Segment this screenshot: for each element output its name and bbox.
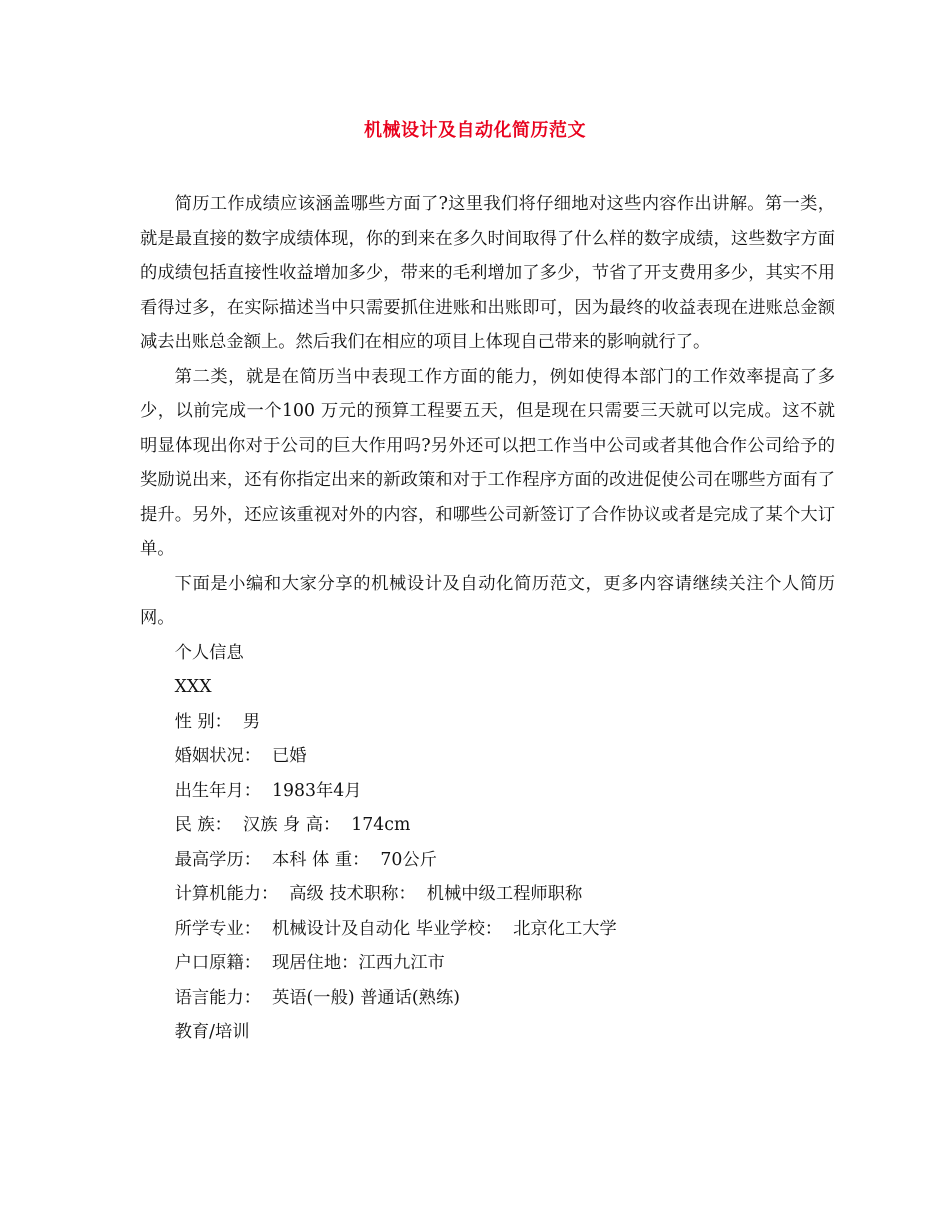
info-gender: 性 别： 男 [174,711,261,732]
personal-info-section [140,636,835,1050]
education-training-heading: 教育/培训 [174,1022,250,1042]
info-residence: 户口原籍： 现居住地：江西九江市 [174,953,445,973]
info-computer-title: 计算机能力： 高级 技术职称： 机械中级工程师职称 [174,884,583,904]
info-language: 语言能力： 英语(一般) 普通话(熟练) [174,987,460,1008]
paragraph-intro: 简历工作成绩应该涵盖哪些方面了?这里我们将仔细地对这些内容作出讲解。第一类，就是最直接的数字成绩体现，你的到来在多久时间取得了什么样的数字成绩，这些数字方面的成绩包括直接性收益增加多少，带来的毛利增加了多少，节省了开支费用多少，其实不用看得过多，在实际描述当中只需要抓住进账和出账即可，因为最终的收益表现在进账总金额减去出账总金额上。然后我们在相应的项目上体现自己带来的影响就行了。 [140,194,835,352]
info-name: XXX [174,677,212,697]
info-birth-date: 出生年月： 1983年4月 [174,780,362,801]
info-education-weight: 最高学历： 本科 体 重： 70公斤 [174,849,437,870]
document-body [140,187,835,1050]
info-major-school: 所学专业： 机械设计及自动化 毕业学校： 北京化工大学 [174,918,617,939]
document-title: 机械设计及自动化简历范文 [364,120,586,141]
info-ethnicity-height: 民 族： 汉族 身 高： 174cm [174,815,411,835]
info-marital-status: 婚姻状况： 已婚 [174,746,307,766]
paragraph-second-category: 第二类，就是在简历当中表现工作方面的能力，例如使得本部门的工作效率提高了多少，以前完成一个100 万元的预算工程要五天，但是现在只需要三天就可以完成。这不就明显体现出你对于公司的巨大作用吗?另外还可以把工作当中公司或者其他合作公司给予的奖励说出来，还有你指定出来的新政策和对于工作程序方面的改进促使公司在哪些方面有了提升。另外，还应该重视对外的内容，和哪些公司新签订了合作协议或者是完成了某个大订单。 [140,366,835,559]
paragraph-share-note: 下面是小编和大家分享的机械设计及自动化简历范文，更多内容请继续关注个人简历网。 [140,573,835,628]
info-heading: 个人信息 [174,642,244,663]
